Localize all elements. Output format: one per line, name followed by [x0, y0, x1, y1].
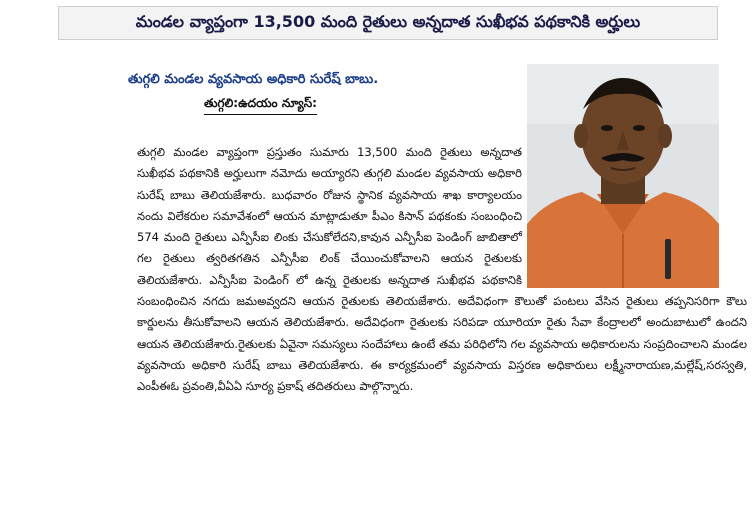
subtitle: తుగ్గలి మండల వ్యవసాయ అధికారి సురేష్ బాబు.	[128, 72, 379, 87]
article-paragraph: తుగ్గలి మండల వ్యాప్తంగా ప్రస్తుతం సుమారు 13,500 మంది రైతులు అన్నదాత సుఖీభవ పథకానికి అర్హులుగా నమోదు అయ్యారని తుగ్గలి మండల వ్యవసాయ అధికారి సురేష్ బాబు తెలియజేశారు. బుధవారం రోజున స్థానిక వ్యవసాయ శాఖ కార్యాలయం నందు విలేకరుల సమావేశంలో ఆయన మాట్లాడుతూ పీఎం కిసాన్ పథకంకు సంబంధించి 574 మంది రైతులు ఎన్పీసీఐ లింకు చేసుకోలేదని,కావున ఎన్పీసీఐ పెండింగ్ జాబితాలో గల రైతులు త్వరితగతిన ఎన్పీసీఐ లింక్ చేయించుకోవాలని ఆయన రైతులకు తెలియజేశారు. ఎన్పీసీఐ పెండింగ్ లో ఉన్న రైతులకు అన్నదాత సుఖీభవ పథకానికి సంబంధించిన నగదు జమఅవ్వదని ఆయన రైతులకు తెలియజేశారు. అదేవిధంగా కౌలుతో పంటలు వేసిన రైతులు తప్పనిసరిగా కౌలు కార్డులను తీసుకోవాలని ఆయన తెలియజేశారు. అదేవిధంగా రైతులకు సరిపడా యూరియా రైతు సేవా కేంద్రాలలో అందుబాటులో ఉందని ఆయన తెలియజేశారు.రైతులకు ఏవైనా సమస్యలు సందేహాలు ఉంటే తమ పరిధిలోని గల వ్యవసాయ అధికారులను సంప్రదించాలని మండల వ్యవసాయ అధికారి సురేష్ బాబు తెలియజేశారు. ఈ కార్యక్రమంలో వ్యవసాయ విస్తరణ అధికారులు లక్ష్మీనారాయణ,మల్లేష్,సరస్వతి, ఎంపీఈఓ ప్రవంతి,వీఏఏ సూర్య ప్రకాష్ తదితరులు పాల్గొన్నారు.	[137, 145, 747, 394]
photo-wrap-spacer	[522, 142, 722, 288]
headline-banner	[58, 6, 718, 40]
dateline: తుగ్గలి:ఉదయం న్యూస్:	[204, 96, 317, 115]
headline: మండల వ్యాప్తంగా 13,500 మంది రైతులు అన్నదాత సుఖీభవ పథకానికి అర్హులు	[135, 11, 641, 31]
article-body	[137, 142, 747, 398]
